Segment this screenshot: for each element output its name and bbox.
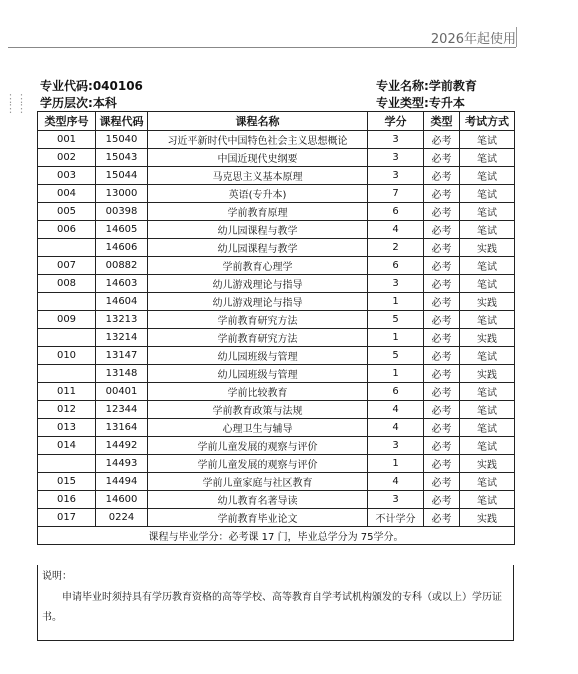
- cell-seq: [38, 293, 96, 311]
- cell-seq: 002: [38, 149, 96, 167]
- cell-code: 12344: [96, 401, 148, 419]
- cell-seq: 014: [38, 437, 96, 455]
- cell-code: 13000: [96, 185, 148, 203]
- cell-exam: 笔试: [460, 257, 515, 275]
- cell-seq: 017: [38, 509, 96, 527]
- cell-name: 英语(专升本): [148, 185, 368, 203]
- cell-seq: 007: [38, 257, 96, 275]
- cell-type: 必考: [424, 455, 460, 473]
- cell-code: 14604: [96, 293, 148, 311]
- cell-exam: 笔试: [460, 401, 515, 419]
- cell-name: 学前教育研究方法: [148, 329, 368, 347]
- table-row: [38, 347, 515, 365]
- cell-credits: 3: [368, 167, 424, 185]
- table-row: [38, 275, 515, 293]
- major-type: [376, 94, 465, 111]
- cell-code: 13147: [96, 347, 148, 365]
- table-row: [38, 203, 515, 221]
- cell-seq: 012: [38, 401, 96, 419]
- column-header-type: 类型: [424, 112, 460, 131]
- cell-credits: 4: [368, 401, 424, 419]
- notes-box: [37, 565, 514, 641]
- cell-seq: [38, 455, 96, 473]
- cell-type: 必考: [424, 167, 460, 185]
- cell-credits: 1: [368, 365, 424, 383]
- cell-exam: 笔试: [460, 491, 515, 509]
- table-header-row: [38, 112, 515, 131]
- cell-credits: 3: [368, 275, 424, 293]
- cell-name: 学前教育原理: [148, 203, 368, 221]
- cell-seq: 013: [38, 419, 96, 437]
- summary-text: 课程与毕业学分：必考课 17 门，毕业总学分为 75学分。: [38, 527, 515, 545]
- major-type-value: 专升本: [428, 96, 465, 110]
- header-corner-mark: [516, 27, 517, 47]
- cell-name: 幼儿游戏理论与指导: [148, 275, 368, 293]
- education-level-label: 学历层次:: [40, 96, 93, 110]
- cell-seq: 008: [38, 275, 96, 293]
- cell-exam: 笔试: [460, 419, 515, 437]
- table-row: [38, 149, 515, 167]
- cell-name: 中国近现代史纲要: [148, 149, 368, 167]
- cell-exam: 实践: [460, 293, 515, 311]
- cell-exam: 笔试: [460, 275, 515, 293]
- notes-body: 申请毕业时须持具有学历教育资格的高等学校、高等教育自学考试机构颁发的专科（或以上）学历证书。: [42, 592, 502, 623]
- cell-name: 学前儿童发展的观察与评价: [148, 455, 368, 473]
- cell-credits: 3: [368, 437, 424, 455]
- cell-seq: 005: [38, 203, 96, 221]
- cell-name: 学前儿童发展的观察与评价: [148, 437, 368, 455]
- major-code-label: 专业代码:: [40, 79, 93, 93]
- cell-type: 必考: [424, 221, 460, 239]
- cell-exam: 实践: [460, 509, 515, 527]
- cell-exam: 笔试: [460, 437, 515, 455]
- cell-code: 14494: [96, 473, 148, 491]
- header-divider: [8, 47, 516, 48]
- cell-seq: [38, 365, 96, 383]
- table-row: [38, 509, 515, 527]
- course-table: [37, 111, 515, 545]
- cell-code: 13148: [96, 365, 148, 383]
- major-type-label: 专业类型:: [376, 96, 429, 110]
- cell-credits: 6: [368, 203, 424, 221]
- table-row: [38, 419, 515, 437]
- cell-code: 13213: [96, 311, 148, 329]
- cell-exam: 实践: [460, 329, 515, 347]
- column-header-name: 课程名称: [148, 112, 368, 131]
- cell-type: 必考: [424, 311, 460, 329]
- cell-type: 必考: [424, 491, 460, 509]
- cell-exam: 笔试: [460, 167, 515, 185]
- column-header-exam: 考试方式: [460, 112, 515, 131]
- cell-seq: 010: [38, 347, 96, 365]
- table-row: [38, 401, 515, 419]
- cell-credits: 3: [368, 149, 424, 167]
- cell-type: 必考: [424, 149, 460, 167]
- cell-credits: 4: [368, 221, 424, 239]
- cell-exam: 笔试: [460, 131, 515, 149]
- cell-exam: 笔试: [460, 383, 515, 401]
- cell-credits: 4: [368, 473, 424, 491]
- cell-seq: 003: [38, 167, 96, 185]
- major-code: [40, 77, 143, 94]
- cell-code: 00401: [96, 383, 148, 401]
- table-body: [38, 131, 515, 527]
- cell-type: 必考: [424, 257, 460, 275]
- education-level-value: 本科: [92, 96, 117, 110]
- cell-exam: 笔试: [460, 149, 515, 167]
- cell-name: 习近平新时代中国特色社会主义思想概论: [148, 131, 368, 149]
- cell-code: 15044: [96, 167, 148, 185]
- summary-row: [38, 527, 515, 545]
- cell-exam: 笔试: [460, 347, 515, 365]
- cell-exam: 实践: [460, 239, 515, 257]
- cell-credits: 4: [368, 419, 424, 437]
- cell-name: 幼儿游戏理论与指导: [148, 293, 368, 311]
- cell-exam: 笔试: [460, 473, 515, 491]
- column-header-credits: 学分: [368, 112, 424, 131]
- table-row: [38, 311, 515, 329]
- table-row: [38, 257, 515, 275]
- cell-type: 必考: [424, 329, 460, 347]
- cell-credits: 6: [368, 257, 424, 275]
- cell-seq: 004: [38, 185, 96, 203]
- cell-code: 00882: [96, 257, 148, 275]
- cell-seq: 001: [38, 131, 96, 149]
- cell-exam: 笔试: [460, 311, 515, 329]
- table-row: [38, 473, 515, 491]
- cell-code: 00398: [96, 203, 148, 221]
- table-row: [38, 437, 515, 455]
- cell-code: 15040: [96, 131, 148, 149]
- table-row: [38, 365, 515, 383]
- cell-exam: 笔试: [460, 203, 515, 221]
- cell-code: 13214: [96, 329, 148, 347]
- cell-code: 14605: [96, 221, 148, 239]
- cell-code: 14492: [96, 437, 148, 455]
- education-level: [40, 94, 117, 111]
- cell-type: 必考: [424, 437, 460, 455]
- cell-seq: 009: [38, 311, 96, 329]
- cell-credits: 3: [368, 491, 424, 509]
- cell-type: 必考: [424, 401, 460, 419]
- cell-name: 学前儿童家庭与社区教育: [148, 473, 368, 491]
- cell-type: 必考: [424, 383, 460, 401]
- cell-exam: 笔试: [460, 185, 515, 203]
- table-row: [38, 491, 515, 509]
- table-row: [38, 329, 515, 347]
- cell-name: 幼儿园课程与教学: [148, 221, 368, 239]
- cell-credits: 1: [368, 329, 424, 347]
- table-row: [38, 293, 515, 311]
- cell-exam: 笔试: [460, 221, 515, 239]
- cell-seq: 006: [38, 221, 96, 239]
- document-header: [0, 0, 578, 60]
- cell-credits: 5: [368, 347, 424, 365]
- cell-name: 学前教育政策与法规: [148, 401, 368, 419]
- table-row: [38, 185, 515, 203]
- column-header-seq: 类型序号: [38, 112, 96, 131]
- cell-type: 必考: [424, 473, 460, 491]
- cell-type: 必考: [424, 131, 460, 149]
- cell-credits: 1: [368, 293, 424, 311]
- year-label: 2026年起使用: [430, 32, 516, 47]
- table-row: [38, 383, 515, 401]
- cell-seq: 015: [38, 473, 96, 491]
- cell-type: 必考: [424, 347, 460, 365]
- cell-code: 15043: [96, 149, 148, 167]
- cell-type: 必考: [424, 293, 460, 311]
- cell-code: 14493: [96, 455, 148, 473]
- cell-credits: 5: [368, 311, 424, 329]
- cell-name: 幼儿教育名著导读: [148, 491, 368, 509]
- cell-name: 学前教育毕业论文: [148, 509, 368, 527]
- cell-code: 14603: [96, 275, 148, 293]
- cell-type: 必考: [424, 509, 460, 527]
- cell-name: 幼儿园班级与管理: [148, 365, 368, 383]
- cell-type: 必考: [424, 203, 460, 221]
- major-name-label: 专业名称:: [376, 79, 429, 93]
- cell-credits: 7: [368, 185, 424, 203]
- cell-credits: 不计学分: [368, 509, 424, 527]
- drag-handle-icon[interactable]: ⋮⋮ ⋮⋮: [5, 92, 27, 115]
- cell-type: 必考: [424, 365, 460, 383]
- cell-credits: 2: [368, 239, 424, 257]
- major-name-value: 学前教育: [428, 79, 477, 93]
- cell-seq: [38, 329, 96, 347]
- cell-code: 13164: [96, 419, 148, 437]
- major-code-value: 040106: [92, 79, 143, 93]
- table-row: [38, 239, 515, 257]
- cell-code: 14600: [96, 491, 148, 509]
- cell-credits: 1: [368, 455, 424, 473]
- cell-type: 必考: [424, 275, 460, 293]
- cell-name: 学前比较教育: [148, 383, 368, 401]
- cell-type: 必考: [424, 239, 460, 257]
- cell-name: 学前教育心理学: [148, 257, 368, 275]
- cell-name: 学前教育研究方法: [148, 311, 368, 329]
- table-row: [38, 167, 515, 185]
- cell-type: 必考: [424, 419, 460, 437]
- cell-type: 必考: [424, 185, 460, 203]
- cell-credits: 6: [368, 383, 424, 401]
- table-row: [38, 221, 515, 239]
- cell-exam: 实践: [460, 365, 515, 383]
- cell-name: 幼儿园班级与管理: [148, 347, 368, 365]
- cell-seq: [38, 239, 96, 257]
- table-row: [38, 131, 515, 149]
- table-row: [38, 455, 515, 473]
- cell-code: 0224: [96, 509, 148, 527]
- cell-name: 幼儿园课程与教学: [148, 239, 368, 257]
- cell-code: 14606: [96, 239, 148, 257]
- cell-exam: 实践: [460, 455, 515, 473]
- cell-name: 心理卫生与辅导: [148, 419, 368, 437]
- cell-credits: 3: [368, 131, 424, 149]
- column-header-code: 课程代码: [96, 112, 148, 131]
- cell-seq: 011: [38, 383, 96, 401]
- notes-label: 说明：: [42, 571, 72, 582]
- cell-seq: 016: [38, 491, 96, 509]
- major-name: [376, 77, 477, 94]
- cell-name: 马克思主义基本原理: [148, 167, 368, 185]
